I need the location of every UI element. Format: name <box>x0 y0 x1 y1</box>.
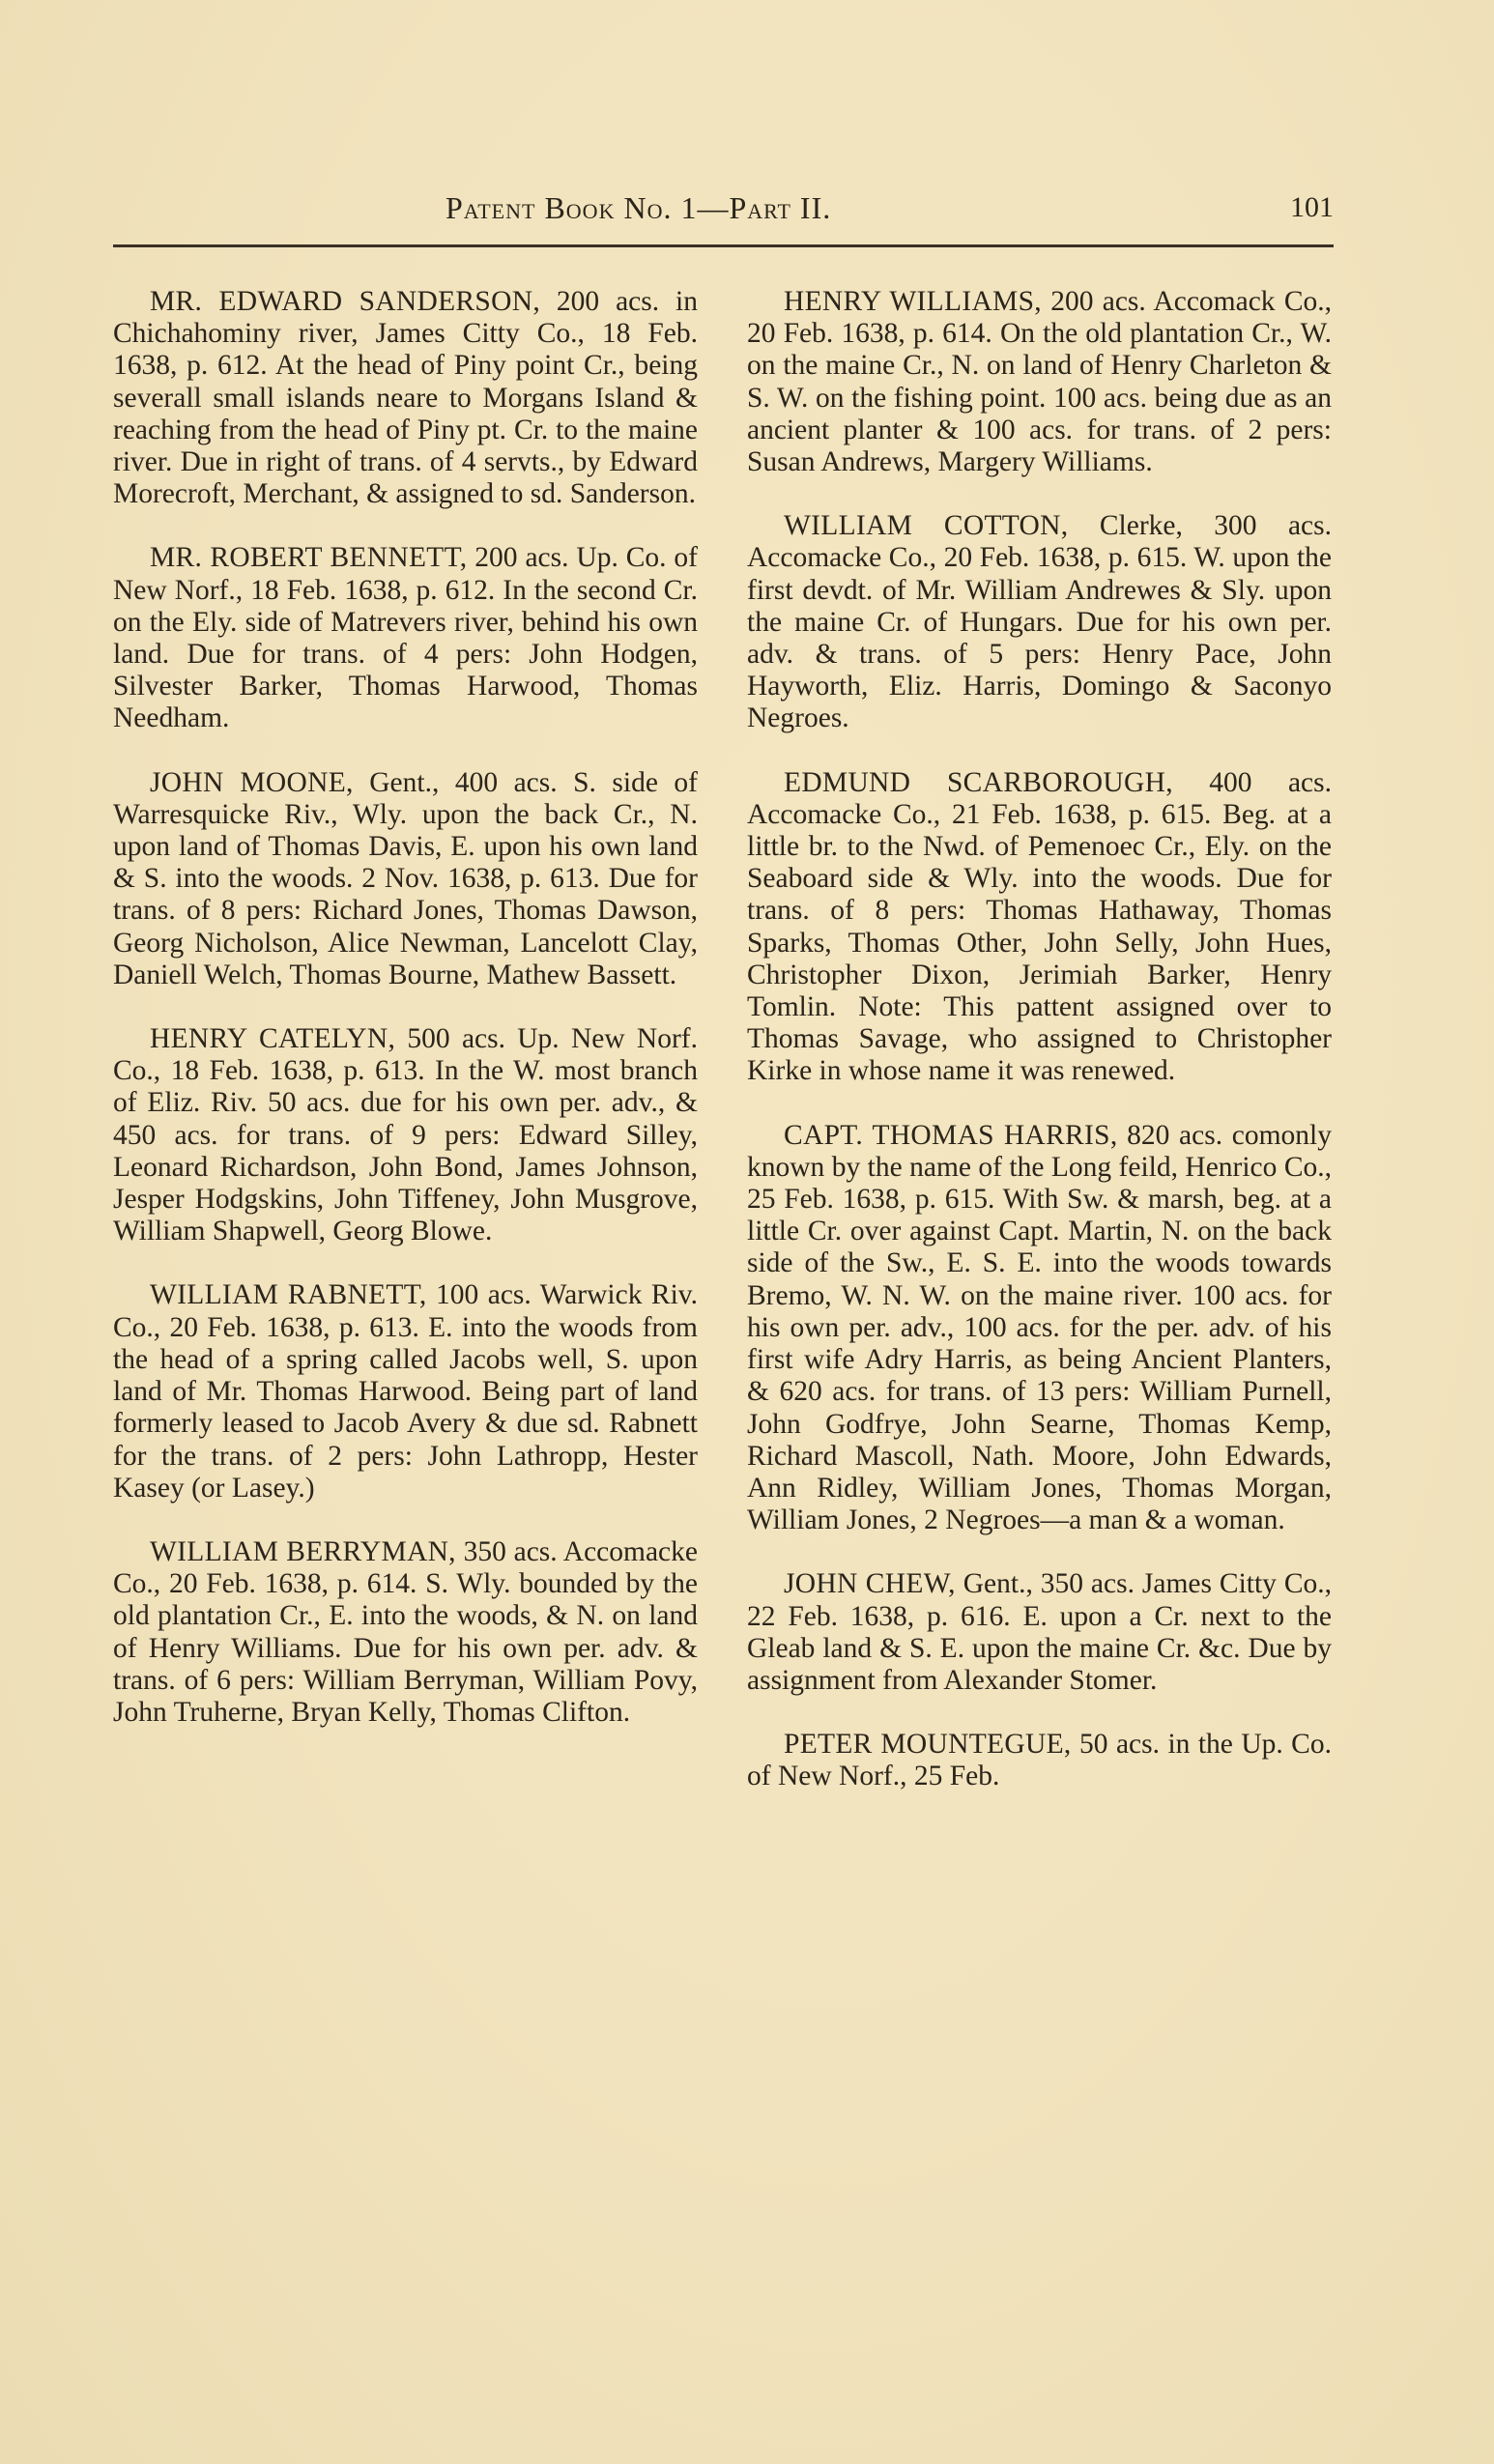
entry-text: 200 acs. in Chichahominy river, James Citty Co., 18 Feb. 1638, p. 612. At the head of Piny point Cr., being severall small islands neare to Morgans Island & reaching from the head of Piny pt. Cr. to the maine river. Due in right of trans. of 4 servts., by Edward Morecroft, Merchant, & assigned to sd. Sanderson. <box>113 286 698 510</box>
grantee-name: JOHN CHEW, <box>784 1568 956 1600</box>
grantee-name: MR. ROBERT BENNETT, <box>150 542 468 574</box>
entry-text: 50 acs. in the Up. Co. of New Norf., 25 Feb. <box>747 1729 1332 1792</box>
page-header <box>113 184 1334 245</box>
entry-text: Clerke, 300 acs. Accomacke Co., 20 Feb. 1638, p. 615. W. upon the first devdt. of Mr. William Andrewes & Sly. upon the maine Cr. of Hungars. Due for his own per. adv. & trans. of 5 pers: Henry Pace, John Hayworth, Eliz. Harris, Domingo & Saconyo Negroes. <box>747 510 1332 734</box>
grantee-name: HENRY CATELYN, <box>150 1023 396 1055</box>
entry-text: 350 acs. Accomacke Co., 20 Feb. 1638, p. 614. S. Wly. bounded by the old plantation Cr., E. into the woods, & N. on land of Henry Williams. Due for his own per. adv. & trans. of 6 pers: William Berryman, William Povy, John Truherne, Bryan Kelly, Thomas Clifton. <box>113 1535 698 1728</box>
entry-text: 200 acs. Up. Co. of New Norf., 18 Feb. 1638, p. 612. In the second Cr. on the Ely. side of Matrevers river, behind his own land. Due for trans. of 4 pers: John Hodgen, Silvester Barker, Thomas Harwood, Thomas Needham. <box>113 542 698 734</box>
patent-entry <box>747 1729 1332 1792</box>
entry-text: Gent., 400 acs. S. side of Warresquicke Riv., Wly. upon the back Cr., N. upon land of Thomas Davis, E. upon his own land & S. into the woods. 2 Nov. 1638, p. 613. Due for trans. of 8 pers: Richard Jones, Thomas Dawson, Georg Nicholson, Alice Newman, Lancelott Clay, Daniell Welch, Thomas Bourne, Mathew Bassett. <box>113 766 698 990</box>
entry-text: Gent., 350 acs. James Citty Co., 22 Feb. 1638, p. 616. E. upon a Cr. next to the Gleab land & S. E. upon the maine Cr. &c. Due by assignment from Alexander Stomer. <box>747 1568 1333 1696</box>
patent-entry <box>113 286 698 510</box>
patent-entry <box>747 510 1332 734</box>
entry-text: 500 acs. Up. New Norf. Co., 18 Feb. 1638, p. 613. In the W. most branch of Eliz. Riv. 50 acs. due for his own per. adv., & 450 acs. for trans. of 9 pers: Edward Silley, Leonard Richardson, John Bond, James Johnson, Jesper Hodgskins, John Tiffeney, John Musgrove, William Shapwell, Georg Blowe. <box>113 1023 698 1247</box>
patent-entry <box>747 1120 1332 1537</box>
grantee-name: WILLIAM BERRYMAN, <box>150 1535 456 1567</box>
patent-entry <box>747 1568 1332 1697</box>
patent-entry <box>113 1536 698 1729</box>
header-rule <box>113 244 1334 247</box>
patent-entry <box>113 1023 698 1247</box>
left-column <box>113 286 698 1761</box>
patent-entry <box>113 767 698 991</box>
entry-text: 820 acs. comonly known by the name of the Long feild, Henrico Co., 25 Feb. 1638, p. 615. With Sw. & marsh, beg. at a little Cr. over against Capt. Martin, N. on the back side of the Sw., E. S. E. into the woods towards Bremo, W. N. W. on the maine river. 100 acs. for his own per. adv., 100 acs. for the per. adv. of his first wife Adry Harris, as being Ancient Planters, & 620 acs. for trans. of 13 pers: William Purnell, John Godfrye, John Searne, Thomas Kemp, Richard Mascoll, Nath. Moore, John Edwards, Ann Ridley, William Jones, Thomas Morgan, William Jones, 2 Negroes—a man & a woman. <box>747 1119 1332 1536</box>
running-title: Patent Book No. 1—Part II. <box>445 190 832 225</box>
page-number: 101 <box>1290 191 1334 223</box>
patent-entry <box>747 767 1332 1088</box>
entry-text: 200 acs. Accomack Co., 20 Feb. 1638, p. 614. On the old plantation Cr., W. on the maine Cr., N. on land of Henry Charleton & S. W. on the fishing point. 100 acs. being due as an ancient planter & 100 acs. for trans. of 2 pers: Susan Andrews, Margery Williams. <box>747 286 1332 478</box>
patent-entry <box>113 1279 698 1504</box>
grantee-name: WILLIAM COTTON, <box>784 510 1069 542</box>
grantee-name: WILLIAM RABNETT, <box>150 1279 427 1311</box>
patent-entry <box>113 542 698 734</box>
entry-text: 100 acs. Warwick Riv. Co., 20 Feb. 1638, p. 613. E. into the woods from the head of a spring called Jacobs well, S. upon land of Mr. Thomas Harwood. Being part of land formerly leased to Jacob Avery & due sd. Rabnett for the trans. of 2 pers: John Lathropp, Hester Kasey (or Lasey.) <box>113 1279 698 1504</box>
patent-entry <box>747 286 1332 478</box>
entry-text: 400 acs. Accomacke Co., 21 Feb. 1638, p. 615. Beg. at a little br. to the Nwd. of Pemenoec Cr., Ely. on the Seaboard side & Wly. into the woods. Due for trans. of 8 pers: Thomas Hathaway, Thomas Sparks, Thomas Other, John Selly, John Hues, Christopher Dixon, Jerimiah Barker, Henry Tomlin. Note: This pattent assigned over to Thomas Savage, who assigned to Christopher Kirke in whose name it was renewed. <box>747 766 1332 1087</box>
grantee-name: JOHN MOONE, <box>150 766 354 798</box>
grantee-name: EDMUND SCARBOROUGH, <box>784 766 1173 798</box>
grantee-name: CAPT. THOMAS HARRIS, <box>784 1119 1118 1151</box>
grantee-name: HENRY WILLIAMS, <box>784 286 1042 317</box>
grantee-name: MR. EDWARD SANDERSON, <box>150 286 540 317</box>
right-column <box>747 286 1332 1825</box>
grantee-name: PETER MOUNTEGUE, <box>784 1729 1072 1761</box>
